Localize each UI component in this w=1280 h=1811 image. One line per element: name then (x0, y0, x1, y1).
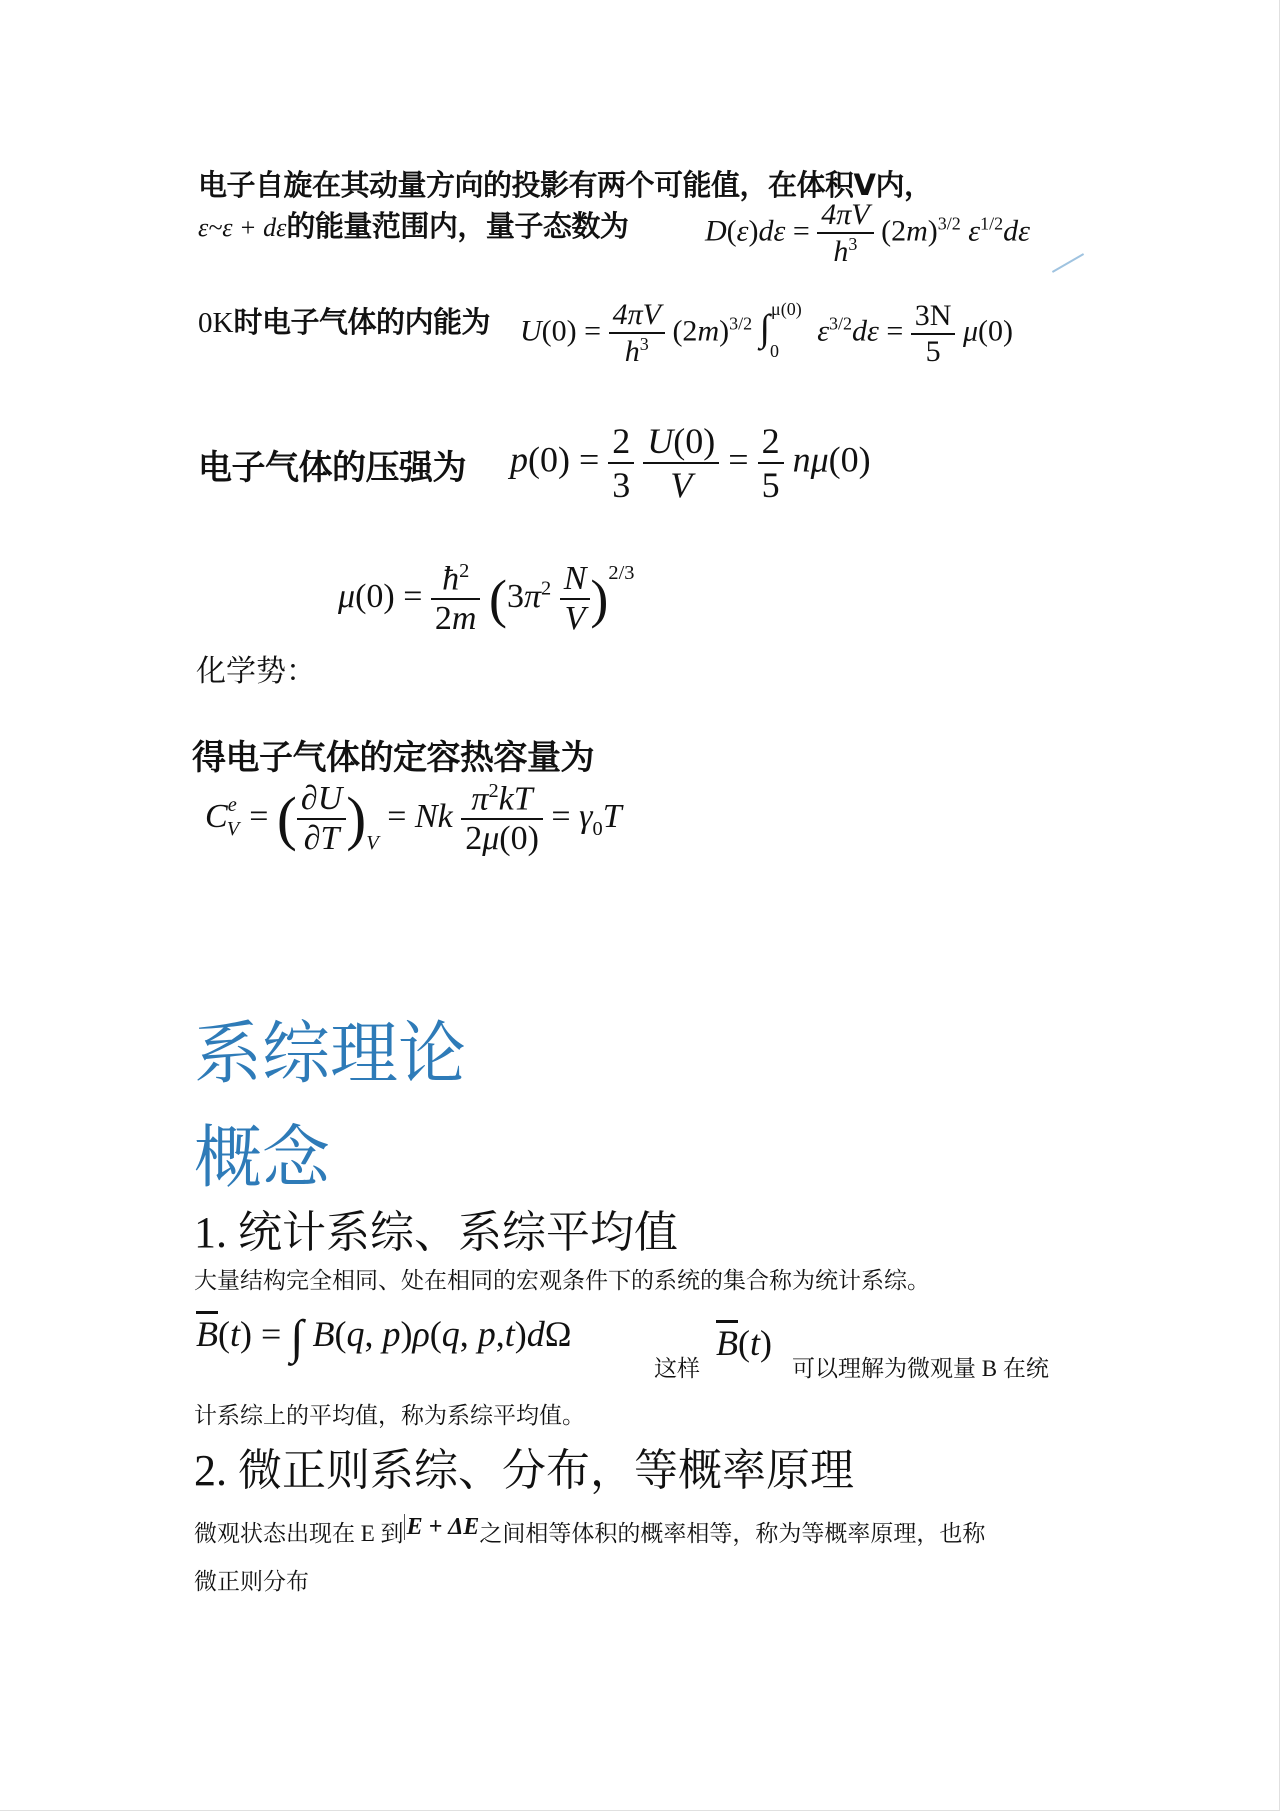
heading-concepts: 概念 (194, 1120, 331, 1196)
stray-mark (1052, 253, 1084, 273)
section-2-title: 2. 微正则系综、分布，等概率原理 (194, 1446, 854, 1495)
energy-interval-math: E + ΔE (404, 1514, 480, 1540)
zero-kelvin: 0K (198, 307, 234, 339)
heat-capacity-label: 得电子气体的定容热容量为 (192, 738, 594, 778)
energy-range-text: 的能量范围内，量子态数为 (286, 209, 629, 243)
equation-internal-energy: U(0) = $\frac{4\pi V}{h^3}$ $(2m)^{3/2}$ $\int_0^{\mu(0)}$ $\varepsilon^{3/2}d\varepsilon$ = $\frac{3N}{5}$ μ(0) (520, 298, 1013, 368)
energy-range-math: ε~ε + dε (198, 213, 287, 242)
section-2-paragraph-2: 微正则分布 (194, 1569, 309, 1594)
section-1-paragraph-3: 计系综上的平均值，称为系综平均值。 (194, 1403, 585, 1428)
equation-heat-capacity: $C^e_V$ = ( $\frac{\partial U}{\partial T}$ )$_V = Nk$ $\frac{\pi^2kT}{2\mu(0)}$ = $\gamma_0T$ (205, 780, 622, 858)
section-2-text-b: 之间相等体积的概率相等，称为等概率原理，也称 (479, 1521, 986, 1546)
equation-pressure: p(0) = $\frac{2}{3}$ $\frac{U(0)}{V}$ = $\frac{2}{5}$ nμ(0) (510, 421, 871, 505)
text-line-energy-range (198, 204, 628, 245)
section-2-paragraph-1 (194, 1515, 985, 1548)
text-line-internal-energy (198, 300, 490, 341)
internal-energy-label: 时电子气体的内能为 (233, 305, 490, 339)
inline-math-bavg: $\overline{B}(t)$ (716, 1323, 773, 1363)
equation-ensemble-average: $\overline{B}(t)$ = ∫ B(q, p)ρ(q, p,t)dΩ (196, 1311, 572, 1364)
section-1-title: 1. 统计系综、系综平均值 (194, 1208, 678, 1257)
text-line-spin: 电子自旋在其动量方向的投影有两个可能值，在体积V内， (198, 168, 933, 202)
chemical-potential-label: 化学势： (196, 655, 316, 688)
equation-chemical-potential: μ(0) = $\frac{ħ^2}{2m}$ ($3\pi^2$ $\frac{N}{V}$ )$^{2/3}$ (338, 560, 635, 638)
section-2-text-a: 微观状态出现在 E 到 (194, 1521, 404, 1546)
equation-density-of-states: D(ε)dε = $\frac{4\pi V}{h^3}$ $(2m)^{3/2}$ $\varepsilon^{1/2}d\varepsilon$ (705, 198, 1030, 268)
heading-ensemble-theory: 系综理论 (194, 1016, 467, 1092)
section-1-paragraph-2a: 这样 (654, 1356, 700, 1381)
section-1-paragraph-2b: 可以理解为微观量 B 在统 (792, 1356, 1049, 1381)
pressure-label: 电子气体的压强为 (198, 448, 466, 488)
section-1-paragraph-1: 大量结构完全相同、处在相同的宏观条件下的系统的集合称为统计系综。 (194, 1268, 930, 1293)
